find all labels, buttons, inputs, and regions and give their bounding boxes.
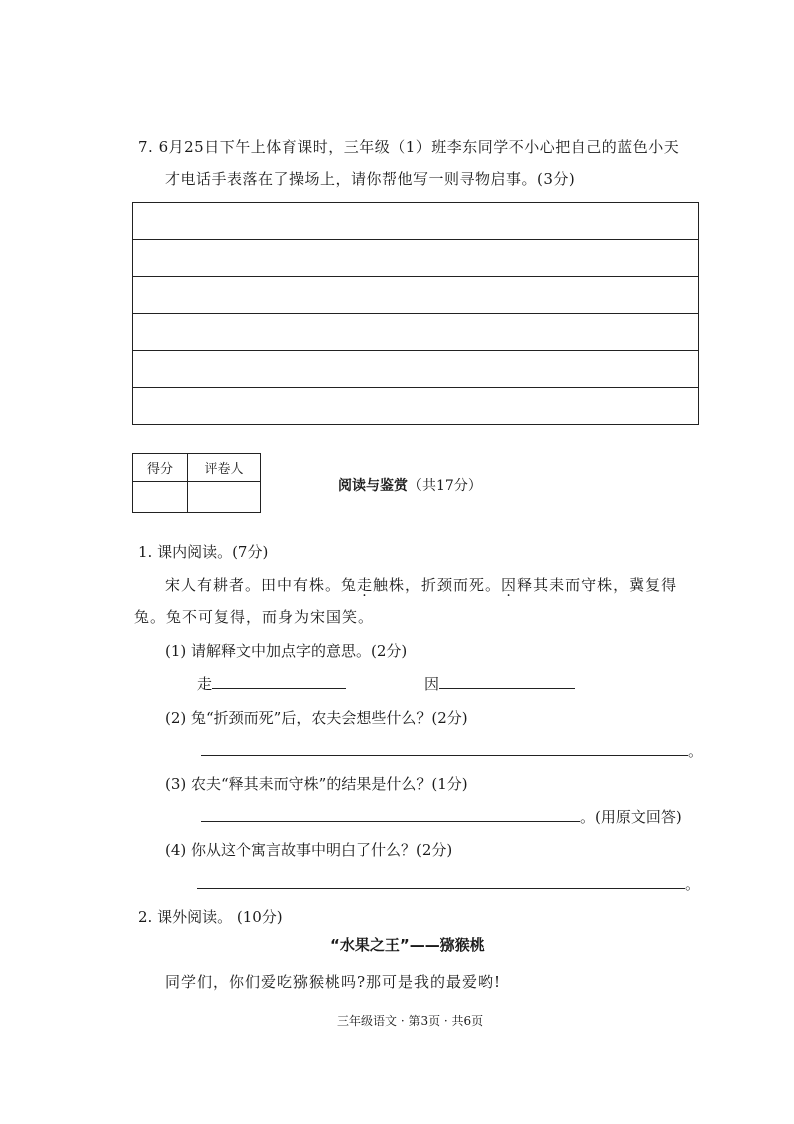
passage-line-1: 宋人有耕者。田中有株。兔走触株，折颈而死。因释其耒而守株，冀复得 (165, 576, 678, 594)
q2-answer: 。 (201, 740, 703, 761)
answer-row[interactable] (133, 388, 698, 425)
section-points: （共17分） (408, 478, 482, 494)
answer-blank[interactable] (201, 741, 688, 756)
answer-row[interactable] (133, 351, 698, 388)
answer-box[interactable] (132, 202, 699, 425)
q7-line-2: 才电话手表落在了操场上，请你帮他写一则寻物启事。(3分) (165, 170, 576, 188)
section-name: 阅读与鉴赏 (338, 478, 408, 494)
article-title: “水果之王”——猕猴桃 (330, 936, 485, 954)
answer-blank[interactable] (201, 807, 580, 822)
grader-header: 评卷人 (188, 454, 261, 482)
q3-answer: 。(用原文回答) (201, 806, 682, 827)
section-title (338, 475, 482, 495)
question-4: (4) 你从这个寓言故事中明白了什么？(2分) (165, 841, 453, 859)
answer-blank[interactable] (439, 674, 575, 689)
article-line-1: 同学们，你们爱吃猕猴桃吗?那可是我的最爱哟! (165, 973, 502, 991)
score-table (132, 453, 261, 513)
q1-answer-yin: 因 (424, 673, 575, 694)
passage-line-2: 兔。兔不可复得，而身为宋国笑。 (134, 608, 375, 626)
question-3: (3) 农夫“释其耒而守株”的结果是什么？(1分) (165, 775, 468, 793)
answer-row[interactable] (133, 277, 698, 314)
answer-row[interactable] (133, 240, 698, 277)
grader-cell[interactable] (188, 482, 261, 513)
q1-answer-zou: 走 (197, 673, 346, 694)
question-1: (1) 请解释文中加点字的意思。(2分) (165, 642, 408, 660)
score-header: 得分 (133, 454, 188, 482)
q4-answer: 。 (197, 873, 700, 894)
answer-blank[interactable] (197, 874, 685, 889)
answer-row[interactable] (133, 314, 698, 351)
answer-row[interactable] (133, 203, 698, 240)
reading2-heading: 2. 课外阅读。 (10分) (138, 908, 283, 926)
answer-blank[interactable] (212, 674, 346, 689)
reading1-heading: 1. 课内阅读。(7分) (138, 543, 269, 561)
question-2: (2) 兔“折颈而死”后，农夫会想些什么？(2分) (165, 709, 468, 727)
score-cell[interactable] (133, 482, 188, 513)
dotted-char-zou: 走 (357, 576, 374, 594)
q7-line-1: 7. 6月25日下午上体育课时，三年级（1）班李东同学不小心把自己的蓝色小天 (138, 138, 680, 156)
page-footer: 三年级语文 · 第3页 · 共6页 (337, 1014, 484, 1028)
dotted-char-yin: 因 (501, 576, 518, 594)
